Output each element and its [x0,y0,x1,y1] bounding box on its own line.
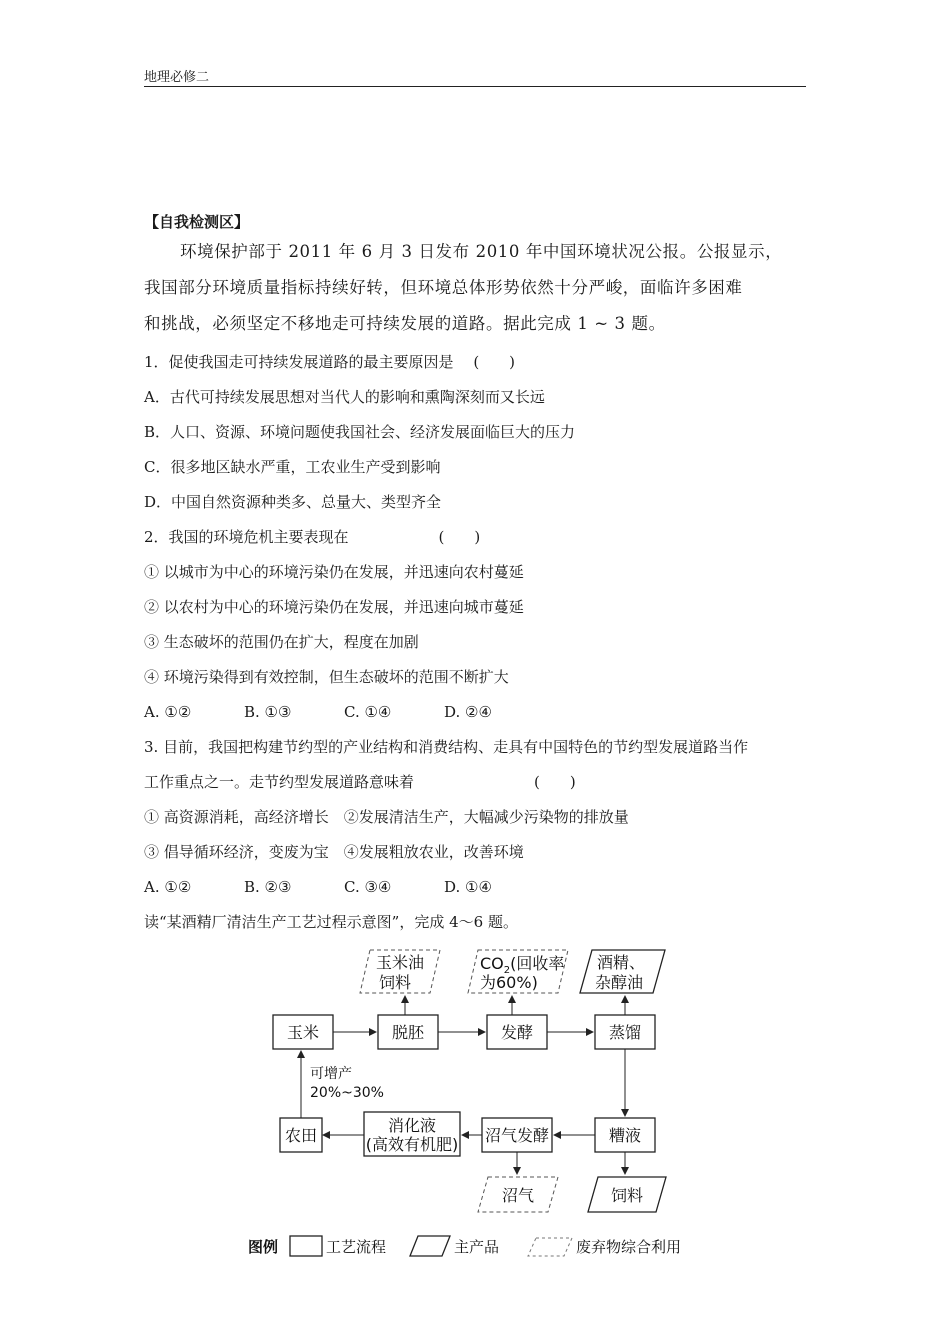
step-corn-label: 玉米 [286,1023,320,1042]
step-fertilizer-label: (高效有机肥) [365,1135,459,1154]
q2-item-3: ③ 生态破坏的范围仍在扩大，程度在加剧 [144,633,419,651]
legend-title: 图例 [248,1238,279,1256]
q1-option-c: C．很多地区缺水严重，工农业生产受到影响 [144,458,441,476]
q2-item-2: ② 以农村为中心的环境污染仍在发展，并迅速向城市蔓延 [144,598,524,616]
q3-item-1: ① 高资源消耗，高经济增长 ②发展清洁生产，大幅减少污染物的排放量 [144,808,629,826]
increase-label: 可增产 [310,1066,352,1082]
q3-choice-b: B. ②③ [244,878,292,896]
q2-stem: 2．我国的环境危机主要表现在 ( ) [144,528,481,546]
step-degerm-label: 脱胚 [391,1023,425,1042]
q1-option-a: A．古代可持续发展思想对当代人的影响和熏陶深刻而又长远 [144,388,545,406]
q2-choice-c: C. ①④ [344,703,392,721]
step-distill-label: 蒸馏 [608,1023,642,1042]
q3-choice-a: A. ①② [144,878,192,896]
intro-line-1: 环境保护部于 2011 年 6 月 3 日发布 2010 年中国环境状况公报。公报显示， [180,242,783,261]
q1-stem: 1．促使我国走可持续发展道路的最主要原因是 ( ) [144,353,516,371]
q2-item-4: ④ 环境污染得到有效控制，但生态破坏的范围不断扩大 [144,668,509,686]
q1-option-b: B．人口、资源、环境问题使我国社会、经济发展面临巨大的压力 [144,423,576,441]
q3-choice-c: C. ③④ [344,878,392,896]
step-ferment-label: 发酵 [500,1023,534,1042]
product-fusel-oil-label: 杂醇油 [594,973,644,992]
legend-waste-label: 废弃物综合利用 [576,1238,682,1256]
product-co2-rate-label: 为60%) [480,973,538,992]
legend-waste-swatch [528,1238,572,1256]
step-farmland-label: 农田 [284,1126,318,1145]
q1-option-d: D．中国自然资源种类多、总量大、类型齐全 [144,493,442,511]
product-corn-oil-label: 玉米油 [375,953,425,972]
increase-range-label: 20%~30% [310,1085,384,1101]
legend-product-label: 主产品 [454,1238,500,1256]
process-diagram [240,940,720,1270]
product-feed-label: 饲料 [378,973,412,992]
legend-process-label: 工艺流程 [326,1238,387,1256]
q2-choices [144,702,492,722]
step-stillage-label: 糟液 [608,1126,642,1145]
product-co2-label: $CO_2$(回收率 [480,954,565,976]
step-digestate-label: 消化液 [387,1116,437,1135]
legend-product-swatch [410,1236,450,1256]
q3-choices [144,877,492,897]
legend-process-swatch [290,1236,322,1256]
q3-stem-line-1: 3. 目前，我国把构建节约型的产业结构和消费结构、走具有中国特色的节约型发展道路当作 [144,738,749,756]
step-biogas-ferment-label: 沼气发酵 [484,1126,550,1145]
section-title: 【自我检测区】 [144,213,250,231]
q2-choice-b: B. ①③ [244,703,292,721]
header-title: 地理必修二 [144,70,210,85]
q2-item-1: ① 以城市为中心的环境污染仍在发展，并迅速向农村蔓延 [144,563,524,581]
product-alcohol-label: 酒精、 [596,953,646,972]
page-header [144,66,806,87]
read-prompt: 读“某酒精厂清洁生产工艺过程示意图”，完成 4～6 题。 [144,913,518,931]
q2-choice-d: D. ②④ [444,703,492,721]
q3-stem-line-2: 工作重点之一。走节约型发展道路意味着 ( ) [144,773,576,791]
q3-item-2: ③ 倡导循环经济，变废为宝 ④发展粗放农业，改善环境 [144,843,524,861]
q3-choice-d: D. ①④ [444,878,492,896]
intro-line-3: 和挑战，必须坚定不移地走可持续发展的道路。据此完成 1 ~ 3 题。 [144,314,666,333]
product-biogas-label: 沼气 [501,1186,535,1205]
product-feed-bottom-label: 饲料 [610,1186,644,1205]
q2-choice-a: A. ①② [144,703,192,721]
intro-line-2: 我国部分环境质量指标持续好转，但环境总体形势依然十分严峻，面临许多困难 [144,278,743,297]
